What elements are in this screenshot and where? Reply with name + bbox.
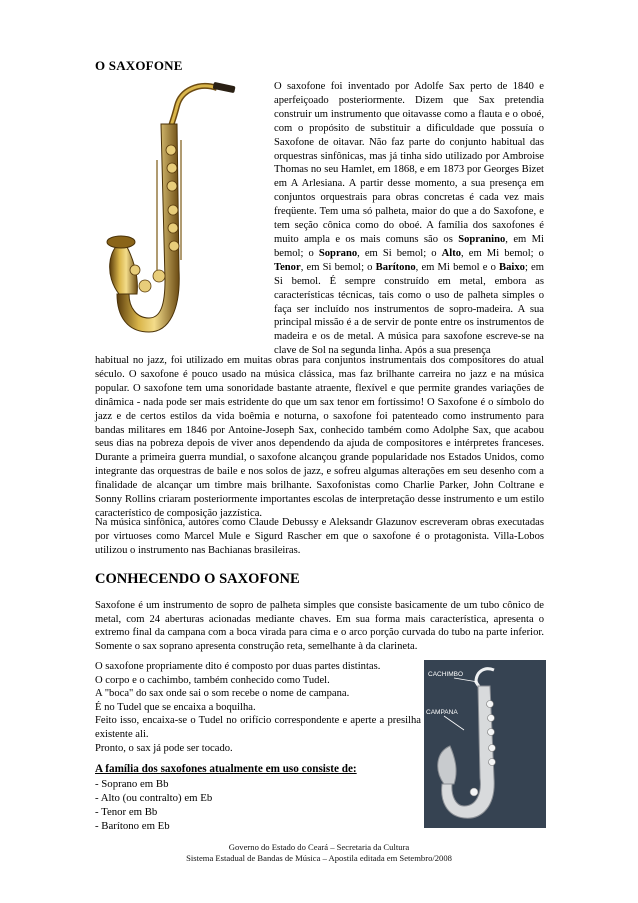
family-list [95, 777, 212, 833]
parts-line: Feito isso, encaixa-se o Tudel no orifício correspondente e aperte a presilha existente ali. [95, 715, 421, 740]
list-item: - Alto (ou contralto) em Eb [95, 792, 213, 804]
baritono-label: Barítono [375, 261, 416, 273]
alto-label: Alto [441, 247, 462, 259]
page-title: O SAXOFONE [95, 58, 183, 73]
saxophone-photo [424, 660, 546, 828]
intro-side-text: O saxofone foi inventado por Adolfe Sax perto de 1840 e aperfeiçoado posteriormente. Dizem que Sax pretendia construir um instrumento que oitavasse como a flauta e o oboé, com o propósito de substituir a dificuldade que possuía o Saxofone de oitavar. Não faz parte do conjunto habitual das orquestras sinfônicas, mas já tinha sido utilizado por Ambroise Thomas no seu Hamlet, em 1868, e em 1873 por Georges Bizet em A Arlesiana. A partir desse momento, a sua presença em conjuntos orquestrais para obras concretas é cada vez mais freqüente. Tem uma só palheta, maior do que a do Saxofone, e tem seção cônica como do oboé. A família dos saxofones é muito ampla e os mais comuns são os [274, 81, 544, 245]
soprano-label: Soprano [318, 247, 358, 259]
intro-side-paragraph [274, 80, 544, 358]
intro-side-tail: É sempre construído em metal, embora as características técnicas, tais como o uso de palheta simples o faça ser incluído nos instrumentos de sopro-madeira. A sua principal missão é a de servir de ponte entre os instrumentos de madeira e os de metal. A música para saxofone escreve-se na clave de Sol na segunda linha. Após a sua presença [274, 275, 544, 357]
parts-line: O saxofone propriamente dito é composto por duas partes distintas. [95, 661, 381, 672]
list-item: - Barítono em Eb [95, 820, 170, 832]
baixo-label: Baixo [499, 261, 525, 273]
sopranino-label: Sopranino [458, 233, 506, 245]
list-item: - Tenor em Bb [95, 806, 158, 818]
intro-full-paragraph: habitual no jazz, foi utilizado em muitas obras para conjuntos instrumentais dos compositores do atual século. O saxofone é pouco usado na música clássica, mas faz brilhante carreira no jazz e na música popular. O saxofone tem uma sonoridade bastante atraente, flexível e que permite grandes variações de dinâmica - nada pode ser mais estridente do que um sax tenor em fortíssimo! O Saxofone é o símbolo do jazz e de certos estilos da vida boêmia e noturna, o saxofone foi patenteado como instrumento para bandas militares em 1846 por Antoine-Joseph Sax, conhecido também como Adolphe Sax, que acabou seus dias na pobreza depois de viver anos dependendo da ajuda de compositores e intérpretes franceses. Durante a primeira guerra mundial, o saxofone alcançou grande popularidade nos Estados Unidos, como integrante das orquestras de baile e nos solos de jazz, e sofreu algumas alterações em seu desenho com a finalidade de alcançar um timbre mais brilhante. Saxofonistas como Charlie Parker, John Coltrane e Sonny Rollins criaram posteriormente importantes escolas de interpretação desse instrumento e um estilo característico de composição jazzística. [95, 355, 544, 519]
cachimbo-label: CACHIMBO [428, 671, 464, 678]
baritono-key: , em Mi bemol e o [415, 261, 500, 273]
tenor-label: Tenor [274, 261, 301, 273]
footer-line-1: Governo do Estado do Ceará – Secretaria da Cultura [228, 842, 410, 852]
intro-second-paragraph: Na música sinfônica, autores como Claude Debussy e Aleksandr Glazunov escreveram obras executadas por virtuoses como Marcel Mule e Sigurd Rascher em que o saxofone é o protagonista. Villa-Lobos utilizou o instrumento nas Bachianas brasileiras. [95, 517, 544, 556]
definition-paragraph: Saxofone é um instrumento de sopro de palheta simples que consiste basicamente de um tubo cônico de metal, com 24 aberturas acionadas mediante chaves. Em sua forma mais característica, apresenta o extremo final da campana com a boca virada para cima e o arco porção curvada do tubo na parte inferior. Somente o sax soprano apresenta construção reta, semelhante à da clarineta. [95, 600, 544, 652]
parts-list [95, 660, 421, 755]
section-title: CONHECENDO O SAXOFONE [95, 571, 300, 587]
alto-key: , em Mi bemol; o [461, 247, 544, 259]
tenor-key: , em Si bemol; o [300, 261, 376, 273]
parts-line: A "boca" do sax onde sai o som recebe o nome de campana. [95, 688, 350, 700]
soprano-key: , em Si bemol; o [357, 247, 442, 259]
footer-line-2: Sistema Estadual de Bandas de Música – Apostila editada em Setembro/2008 [186, 853, 452, 863]
saxophone-image [99, 80, 261, 348]
sopranino-key: , em Mi bemol; o [274, 233, 544, 259]
parts-line: É no Tudel que se encaixa a boquilha. [95, 701, 256, 713]
family-title: A família dos saxofones atualmente em uso consiste de: [95, 763, 357, 775]
parts-line: O corpo e o cachimbo, também conhecido como Tudel. [95, 674, 330, 686]
baixo-key: ; em Si bemol. [274, 261, 544, 287]
page-footer [0, 842, 638, 864]
campana-label: CAMPANA [426, 709, 458, 716]
parts-line: Pronto, o sax já pode ser tocado. [95, 742, 233, 754]
list-item: - Soprano em Bb [95, 778, 169, 790]
